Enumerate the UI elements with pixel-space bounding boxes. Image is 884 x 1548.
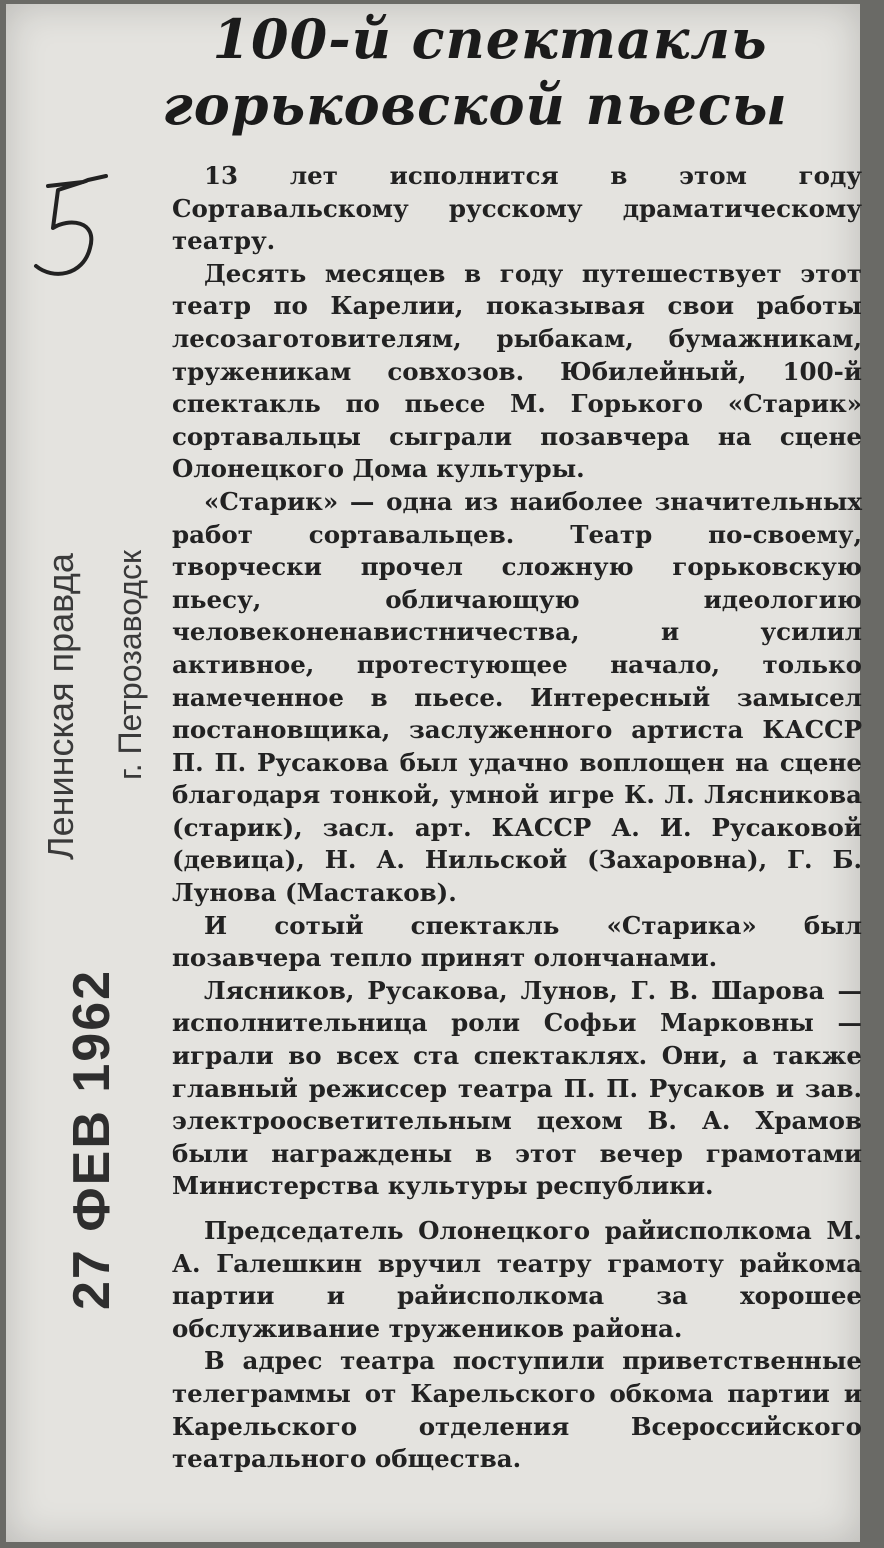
source-newspaper-name: Ленинская правда	[40, 553, 81, 860]
date-stamp: 27 ФЕВ 1962	[63, 968, 121, 1310]
article-paragraph: И сотый спектакль «Старика» был позавчера тепло принят олончанами.	[172, 910, 862, 973]
article-paragraph: «Старик» — одна из наиболее значительных работ сортавальцев. Театр по-своему, творчески прочел сложную горьковскую пьесу, обличающую идеологию человеконенавистничества, и усилил активное, протестующее начало, только намеченное в пьесе. Интересный замысел постановщика, заслуженного артиста КАССР П. П. Русакова был удачно воплощен на сцене благодаря тонкой, умной игре К. Л. Лясникова (старик), засл. арт. КАССР А. И. Русаковой (девица), Н. А. Нильской (Захаровна), Г. Б. Лунова (Мастаков).	[172, 486, 862, 908]
handwritten-number-mark	[28, 168, 138, 288]
article-paragraph: В адрес театра поступили приветственные телеграммы от Карельского обкома партии и Карельского отделения Всероссийского театрального общества.	[172, 1346, 862, 1474]
article-body	[172, 160, 862, 1476]
headline-line-1: 100-й спектакль	[212, 7, 768, 71]
article-paragraph: Лясников, Русакова, Лунов, Г. В. Шарова — исполнительница роли Софьи Марковны — играли во всех ста спектаклях. Они, а также главный режиссер театра П. П. Русаков и зав. электроосветительным цехом В. А. Храмов были награждены в этот вечер грамотами Министерства культуры республики.	[172, 975, 862, 1201]
article-paragraph: Десять месяцев в году путешествует этот театр по Карелии, показывая свои работы лесозаготовителям, рыбакам, бумажникам, труженикам совхозов. Юбилейный, 100-й спектакль по пьесе М. Горького «Старик» сортавальцы сыграли позавчера на сцене Олонецкого Дома культуры.	[172, 258, 862, 484]
article-paragraph: 13 лет исполнится в этом году Сортавальскому русскому драматическому театру.	[172, 161, 862, 256]
headline-line-2: горьковской пьесы	[162, 73, 788, 137]
headline	[162, 6, 810, 138]
source-city: г. Петрозаводск	[112, 549, 148, 780]
article-paragraph: Председатель Олонецкого райисполкома М. А. Галешкин вручил театру грамоту райкома партии и райисполкома за хорошее обслуживание тружеников района.	[172, 1216, 862, 1343]
